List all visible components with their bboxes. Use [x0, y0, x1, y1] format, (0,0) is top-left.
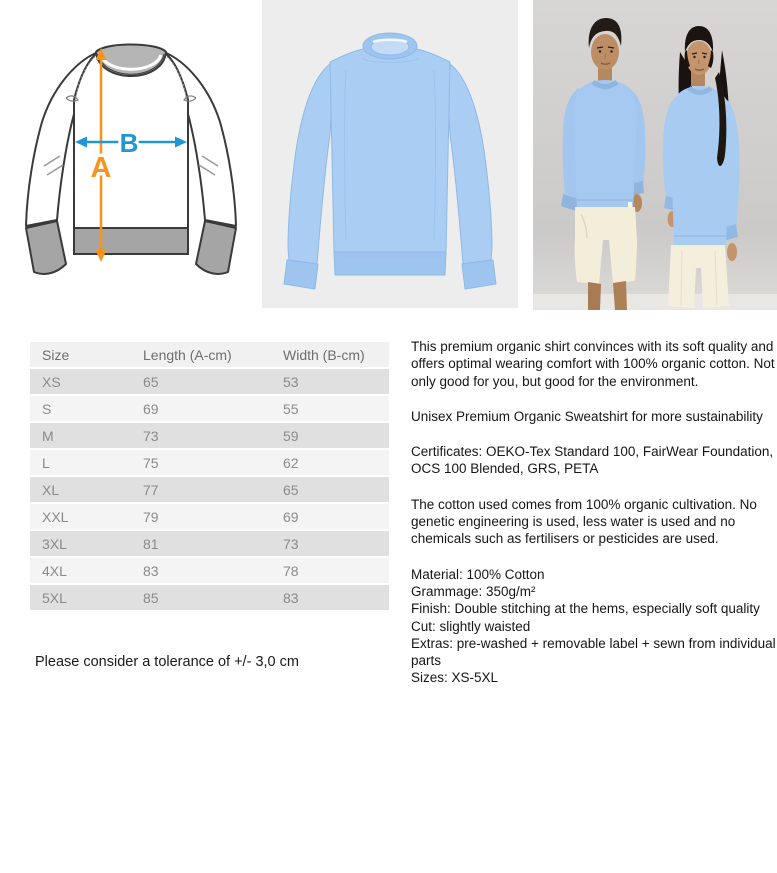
- description-certificates: Certificates: OEKO-Tex Standard 100, FairWear Foundation, OCS 100 Blended, GRS, PETA: [411, 444, 774, 477]
- models-photo: [533, 0, 777, 310]
- description-cotton: The cotton used comes from 100% organic cultivation. No genetic engineering is used, less water is used and no chemicals such as fertilisers or pesticides are used.: [411, 496, 757, 547]
- product-photo-flat-panel: [262, 0, 518, 308]
- description-intro: This premium organic shirt convinces with its soft quality and offers optimal wearing comfort with 100% organic cotton. Not only good for you, but good for the environment.: [411, 339, 775, 389]
- col-header-size: Size: [30, 342, 131, 367]
- measurement-diagram-panel: [0, 0, 262, 310]
- size-row-xxl: XXL 79 69: [30, 504, 389, 529]
- spec-cut: Cut: slightly waisted: [411, 618, 531, 634]
- diagram-hem-band: [74, 228, 188, 254]
- size-row-xs: XS 65 53: [30, 369, 389, 394]
- diagram-label-a: A: [90, 152, 112, 184]
- size-row-4xl: 4XL 83 78: [30, 558, 389, 583]
- size-row-3xl: 3XL 81 73: [30, 531, 389, 556]
- tolerance-note: Please consider a tolerance of +/- 3,0 cm: [35, 654, 299, 670]
- diagram-label-b: B: [119, 128, 139, 158]
- col-header-length: Length (A-cm): [131, 342, 271, 367]
- size-row-s: S 69 55: [30, 396, 389, 421]
- product-photo-models-panel: [533, 0, 777, 310]
- spec-grammage: Grammage: 350g/m²: [411, 583, 536, 599]
- size-table-header-row: [30, 342, 389, 367]
- flat-sweatshirt-photo: [262, 0, 518, 308]
- col-header-width: Width (B-cm): [271, 342, 389, 367]
- spec-sizes: Sizes: XS-5XL: [411, 670, 499, 686]
- spec-material: Material: 100% Cotton: [411, 566, 545, 582]
- size-row-m: M 73 59: [30, 423, 389, 448]
- spec-finish: Finish: Double stitching at the hems, especially soft quality: [411, 601, 760, 617]
- size-row-xl: XL 77 65: [30, 477, 389, 502]
- size-table: [30, 340, 389, 612]
- description-specs: [411, 566, 777, 687]
- product-description: [411, 338, 777, 687]
- sweatshirt-measure-diagram-icon: [0, 14, 262, 304]
- size-row-5xl: 5XL 85 83: [30, 585, 389, 610]
- description-subtitle: Unisex Premium Organic Sweatshirt for more sustainability: [411, 408, 763, 424]
- size-row-l: L 75 62: [30, 450, 389, 475]
- spec-extras: Extras: pre-washed + removable label + sewn from individual parts: [411, 635, 776, 669]
